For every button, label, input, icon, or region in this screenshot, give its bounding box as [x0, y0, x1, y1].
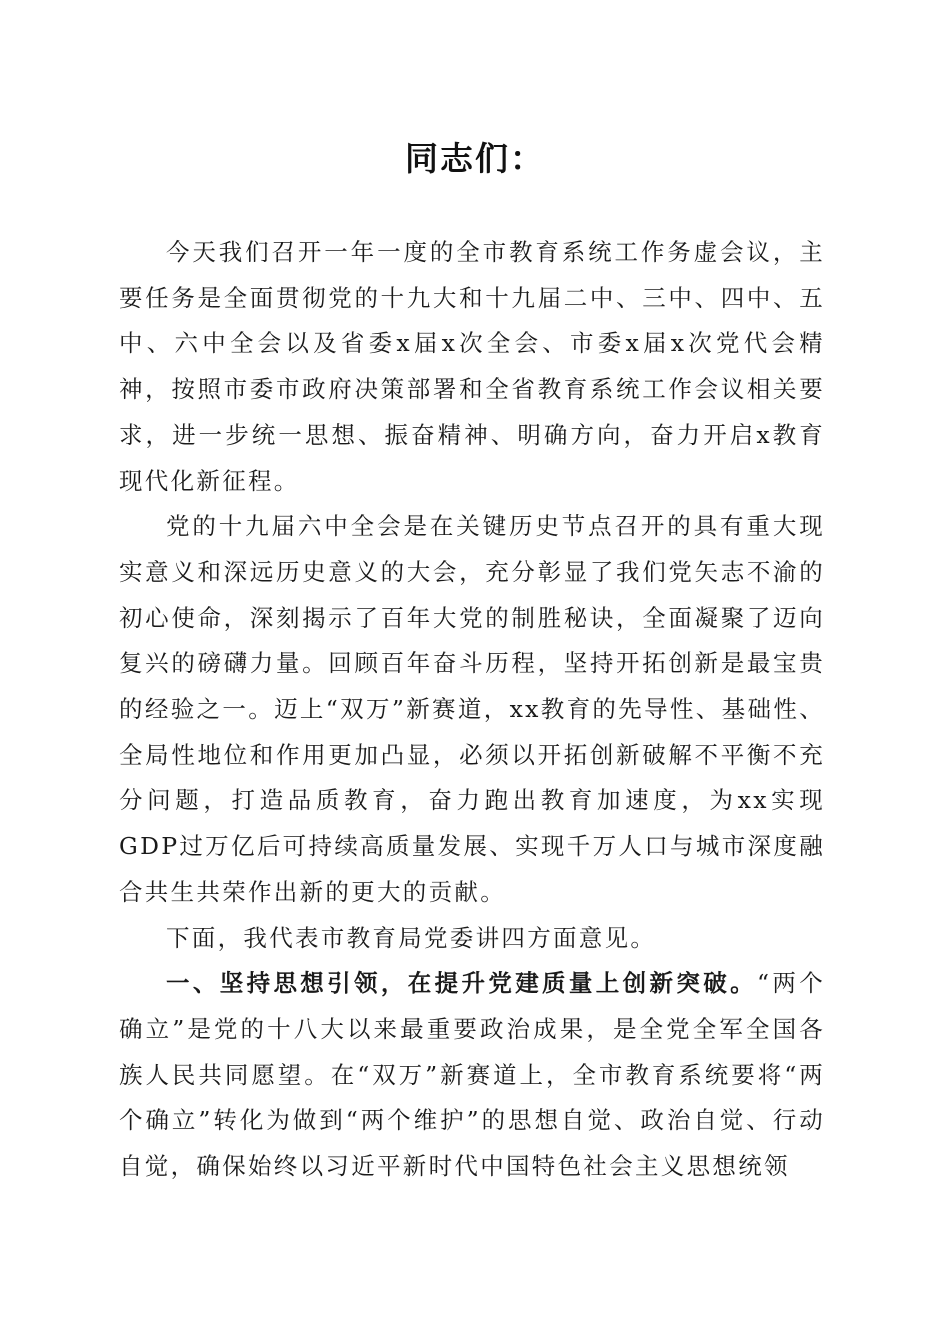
paragraph-plenary	[119, 504, 825, 915]
page-title: 同志们：	[405, 139, 545, 178]
paragraph-text: 下面，我代表市教育局党委讲四方面意见。	[166, 923, 657, 952]
document-body	[119, 230, 825, 1190]
paragraph-text: 党的十九届六中全会是在关键历史节点召开的具有重大现实意义和深远历史意义的大会，充分彰显了我们党矢志不渝的初心使命，深刻揭示了百年大党的制胜秘诀，全面凝聚了迈向复兴的磅礴力量。回顾百年奋斗历程，坚持开拓创新是最宝贵的经验之一。迈上“双万”新赛道，xx教育的先导性、基础性、全局性地位和作用更加凸显，必须以开拓创新破解不平衡不充分问题，打造品质教育，奋力跑出教育加速度，为xx实现GDP过万亿后可持续高质量发展、实现千万人口与城市深度融合共生共荣作出新的更大的贡献。	[119, 512, 825, 906]
paragraph-section-one	[119, 961, 825, 1190]
section-heading: 一、坚持思想引领，在提升党建质量上创新突破。	[166, 969, 757, 998]
paragraph-intro	[119, 230, 825, 504]
paragraph-outline	[119, 916, 825, 962]
paragraph-text: “两个确立”是党的十八大以来最重要政治成果，是全党全军全国各族人民共同愿望。在“双万”新赛道上，全市教育系统要将“两个确立”转化为做到“两个维护”的思想自觉、政治自觉、行动自觉，确保始终以习近平新时代中国特色社会主义思想统领	[119, 969, 825, 1181]
paragraph-text: 今天我们召开一年一度的全市教育系统工作务虚会议，主要任务是全面贯彻党的十九大和十九届二中、三中、四中、五中、六中全会以及省委x届x次全会、市委x届x次党代会精神，按照市委市政府决策部署和全省教育系统工作会议相关要求，进一步统一思想、振奋精神、明确方向，奋力开启x教育现代化新征程。	[119, 238, 825, 495]
